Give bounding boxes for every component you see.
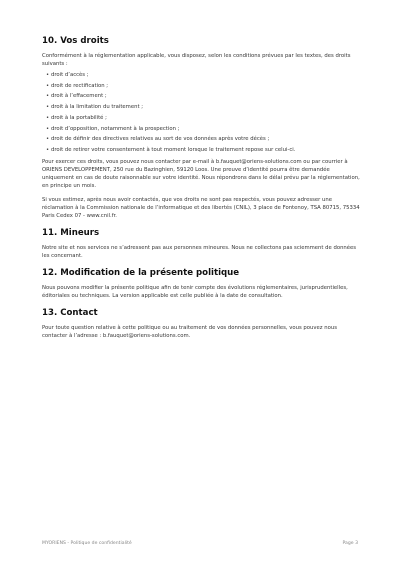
list-item-text: droit à la limitation du traitement ; bbox=[51, 104, 143, 111]
bullet-icon: • bbox=[46, 114, 50, 121]
bullet-icon: • bbox=[46, 136, 50, 143]
list-item-text: droit de rectification ; bbox=[51, 82, 109, 89]
list-item-text: droit de retirer votre consentement à tout moment lorsque le traitement repose sur celui-ci. bbox=[51, 146, 296, 153]
list-item-text: droit à l’effacement ; bbox=[51, 93, 107, 100]
section-body: Nous pouvons modifier la présente politique afin de tenir compte des évolutions réglementaires, jurisprudentielles, éditoriales ou techniques. La version applicable est celle publiée à la date de consultation. bbox=[42, 284, 348, 299]
section-modification bbox=[42, 268, 362, 300]
list-item bbox=[46, 113, 362, 124]
section-body: Pour toute question relative à cette politique ou au traitement de vos données personnelles, vous pouvez nous contacter à l’adresse : b.fauquet@oriens-solutions.com. bbox=[42, 324, 337, 339]
list-item bbox=[46, 70, 362, 81]
section-title: 11. Mineurs bbox=[42, 227, 100, 238]
exercise-rights-paragraph: Pour exercer ces droits, vous pouvez nous contacter par e-mail à b.fauquet@oriens-solutions.com ou par courrier à ORIENS DEVELOPPEMENT, 250 rue du Bazinghien, 59120 Loos. Une preuve d’identité pourra être demandée uniquement en cas de doute raisonnable sur votre identité. Nous répondrons dans le délai prévu par la réglementation, en principe un mois. bbox=[42, 158, 360, 189]
section-vos-droits bbox=[42, 36, 362, 220]
page-content bbox=[42, 36, 362, 348]
cnil-paragraph: Si vous estimez, après nous avoir contactés, que vos droits ne sont pas respectés, vous pouvez adresser une réclamation à la Commission nationale de l’informatique et des libertés (CNIL), 3 place de Fontenoy, TSA 80715, 75334 Paris Cedex 07 - www.cnil.fr. bbox=[42, 196, 360, 219]
section-mineurs bbox=[42, 228, 362, 260]
bullet-icon: • bbox=[46, 104, 50, 111]
list-item bbox=[46, 91, 362, 102]
section-contact bbox=[42, 308, 362, 340]
rights-list bbox=[42, 70, 362, 156]
list-item-text: droit à la portabilité ; bbox=[51, 114, 107, 121]
section-title: 10. Vos droits bbox=[42, 36, 109, 46]
bullet-icon: • bbox=[46, 125, 50, 132]
bullet-icon: • bbox=[46, 93, 50, 100]
list-item-text: droit d’opposition, notamment à la prospection ; bbox=[51, 125, 180, 132]
section-title: 12. Modification de la présente politique bbox=[42, 267, 240, 278]
list-item bbox=[46, 81, 362, 92]
section-body: Notre site et nos services ne s’adressent pas aux personnes mineures. Nous ne collectons pas sciemment de données les concernant. bbox=[42, 244, 357, 259]
list-item bbox=[46, 124, 362, 135]
list-item-text: droit de définir des directives relatives au sort de vos données après votre décès ; bbox=[51, 136, 270, 143]
list-item bbox=[46, 134, 362, 145]
bullet-icon: • bbox=[46, 72, 50, 78]
section-title: 13. Contact bbox=[42, 307, 98, 318]
footer-document-title: MYORIENS - Politique de confidentialité bbox=[42, 541, 132, 546]
section-intro: Conformément à la réglementation applicable, vous disposez, selon les conditions prévues par les textes, des droits suivants : bbox=[42, 53, 351, 67]
list-item bbox=[46, 102, 362, 113]
bullet-icon: • bbox=[46, 82, 50, 89]
bullet-icon: • bbox=[46, 146, 50, 153]
page-number: Page 3 bbox=[342, 541, 358, 546]
list-item-text: droit d’accès ; bbox=[51, 72, 89, 78]
list-item bbox=[46, 145, 362, 156]
